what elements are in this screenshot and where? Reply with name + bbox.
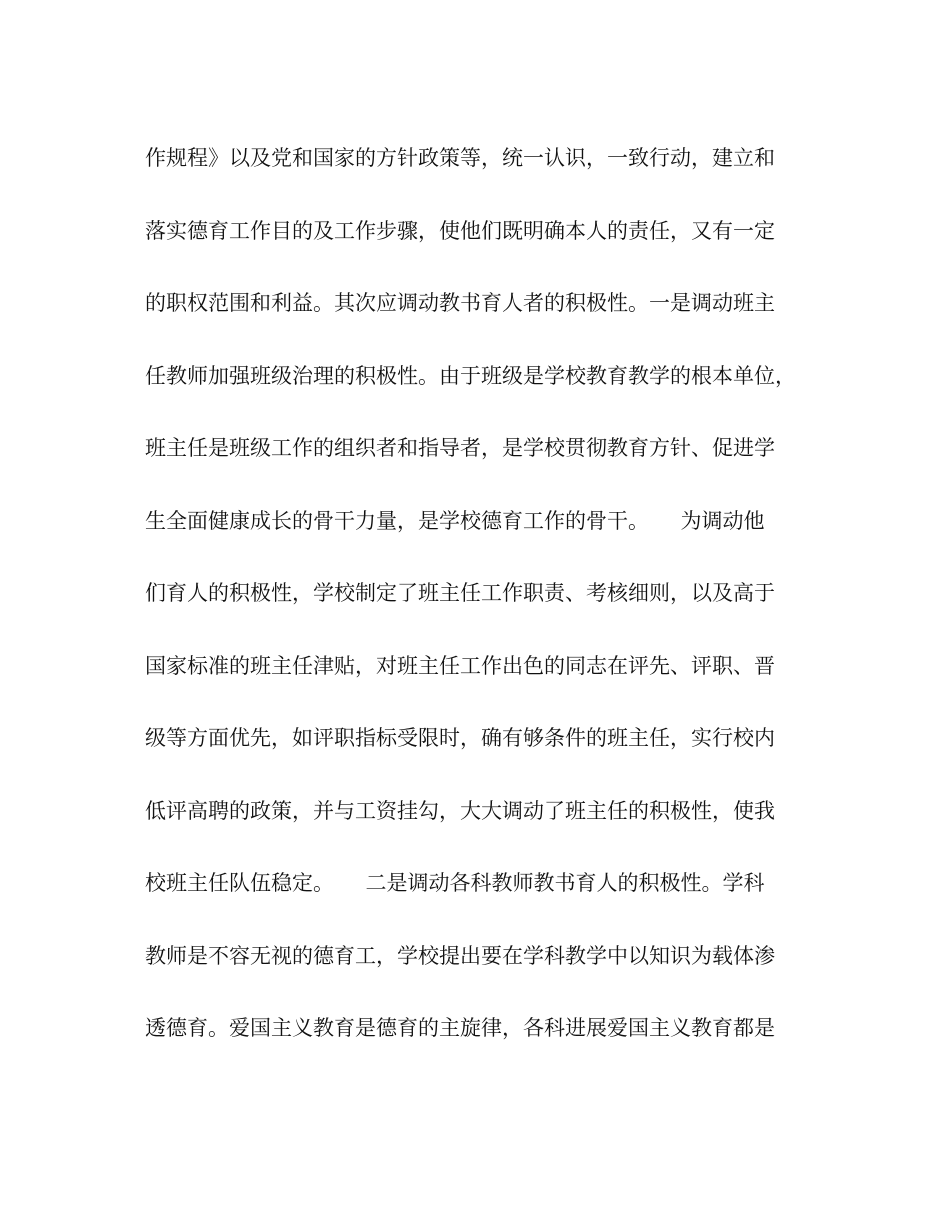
text-line: 透德育。爱国主义教育是德育的主旋律，各科进展爱国主义教育都是 [145,1016,775,1040]
text-line: 级等方面优先，如评职指标受限时，确有够条件的班主任，实行校内 [145,726,775,750]
body-text [145,140,805,1083]
text-line: 落实德育工作目的及工作步骤，使他们既明确本人的责任，又有一定 [145,218,775,243]
text-line: 作规程》以及党和国家的方针政策等，统一认识，一致行动，建立和 [145,146,775,170]
text-line: 生全面健康成长的骨干力量，是学校德育工作的骨干。 为调动他 [145,508,765,533]
text-line: 们育人的积极性，学校制定了班主任工作职责、考核细则，以及高于 [145,581,775,605]
text-line: 的职权范围和利益。其次应调动教书育人者的积极性。一是调动班主 [145,291,775,315]
text-line: 教师是不容无视的德育工，学校提出要在学科教学中以知识为载体渗 [145,943,775,968]
text-line: 低评高聘的政策，并与工资挂勾，大大调动了班主任的积极性，使我 [145,798,775,823]
text-line: 班主任是班级工作的组织者和指导者，是学校贯彻教育方针、促进学 [145,436,775,460]
text-line: 任教师加强班级治理的积极性。由于班级是学校教育教学的根本单位， [145,363,796,388]
text-line: 校班主任队伍稳定。 二是调动各科教师教书育人的积极性。学科 [145,871,765,895]
text-line: 国家标准的班主任津贴，对班主任工作出色的同志在评先、评职、晋 [145,653,775,678]
